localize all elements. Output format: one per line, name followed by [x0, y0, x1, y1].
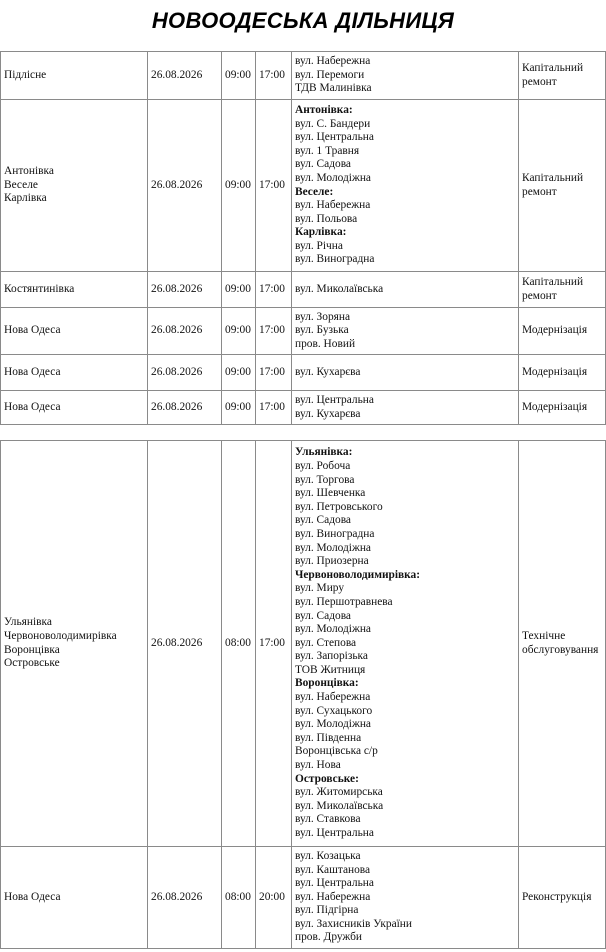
schedule-table-bottom	[0, 440, 606, 949]
street-item: вул. Молодіжна	[295, 718, 371, 731]
street-item: вул. Миру	[295, 582, 345, 595]
street-item: вул. Підгірна	[295, 904, 359, 917]
streets-cell	[292, 441, 519, 847]
settlement-cell	[1, 100, 148, 272]
settlement-name: Ульянівка	[4, 616, 52, 629]
table-row	[1, 100, 606, 272]
village-heading: Воронцівка:	[295, 677, 359, 690]
village-heading: Антонівка:	[295, 103, 353, 116]
street-item: вул. Житомирська	[295, 786, 383, 799]
street-item: вул. Садова	[295, 514, 351, 527]
street-item: вул. Південна	[295, 731, 362, 744]
street-item: вул. Степова	[295, 636, 357, 649]
settlement-name: Нова Одеса	[4, 890, 61, 903]
village-heading: Островське:	[295, 772, 359, 785]
settlement-cell	[1, 308, 148, 355]
street-item: вул. Сухацького	[295, 704, 373, 717]
page-title: НОВООДЕСЬКА ДІЛЬНИЦЯ	[151, 8, 455, 33]
street-item: вул. Набережна	[295, 55, 371, 68]
work-type-text: Капітальний	[522, 171, 584, 184]
street-item: вул. Приозерна	[295, 555, 369, 568]
street-item: вул. Набережна	[295, 199, 371, 212]
table-row	[1, 52, 606, 100]
end-time-cell: 20:00	[256, 847, 292, 949]
work-type-text: Капітальний	[522, 61, 584, 74]
streets-cell	[292, 100, 519, 272]
settlement-name: Підлісне	[4, 68, 47, 81]
settlement-cell	[1, 441, 148, 847]
street-item: вул. Виноградна	[295, 253, 375, 266]
work-type-cell	[519, 847, 606, 949]
work-type-text: Модернізація	[522, 365, 588, 378]
street-item: пров. Дружби	[295, 931, 363, 944]
street-item: вул. Молодіжна	[295, 623, 371, 636]
street-item: вул. Каштанова	[295, 863, 371, 876]
street-item: вул. Петровського	[295, 500, 383, 513]
street-item: вул. Центральна	[295, 131, 374, 144]
village-heading: Карлівка:	[295, 226, 347, 239]
work-type-cell	[519, 355, 606, 391]
street-item: вул. Запорізька	[295, 650, 368, 663]
settlement-name: Нова Одеса	[4, 400, 61, 413]
street-item: вул. 1 Травня	[295, 144, 360, 157]
settlement-cell	[1, 391, 148, 425]
street-item: вул. Першотравнева	[295, 595, 393, 608]
date-cell: 26.08.2026	[148, 272, 222, 308]
work-type-text: обслуговування	[522, 643, 599, 656]
date-cell: 26.08.2026	[148, 847, 222, 949]
work-type-cell	[519, 391, 606, 425]
settlement-name: Веселе	[4, 178, 38, 191]
table-row	[1, 272, 606, 308]
settlement-name: Воронцівка	[4, 643, 60, 656]
street-item: вул. Набережна	[295, 691, 371, 704]
street-item: вул. Набережна	[295, 890, 371, 903]
street-item: вул. Центральна	[295, 877, 374, 890]
street-item: вул. Перемоги	[295, 68, 365, 81]
street-item: вул. Козацька	[295, 849, 361, 862]
streets-cell	[292, 272, 519, 308]
date-cell: 26.08.2026	[148, 52, 222, 100]
settlement-cell	[1, 52, 148, 100]
start-time-cell: 09:00	[222, 355, 256, 391]
street-item: вул. Торгова	[295, 473, 355, 486]
street-item: вул. Кухарєва	[295, 407, 361, 420]
street-item: вул. Річна	[295, 239, 343, 252]
settlement-cell	[1, 272, 148, 308]
village-heading: Червоноволодимирівка:	[295, 568, 421, 581]
street-item: ТДВ Малинівка	[295, 82, 372, 95]
end-time-cell: 17:00	[256, 391, 292, 425]
date-cell: 26.08.2026	[148, 355, 222, 391]
street-item: вул. Центральна	[295, 827, 374, 840]
work-type-text: Модернізація	[522, 400, 588, 413]
street-item: ТОВ Житниця	[295, 663, 366, 676]
settlement-name: Червоноволодимирівка	[4, 629, 117, 642]
end-time-cell: 17:00	[256, 52, 292, 100]
settlement-name: Нова Одеса	[4, 324, 61, 337]
start-time-cell: 08:00	[222, 847, 256, 949]
street-item: вул. Центральна	[295, 393, 374, 406]
end-time-cell: 17:00	[256, 355, 292, 391]
street-item: вул. Шевченка	[295, 487, 366, 500]
work-type-text: Модернізація	[522, 324, 588, 337]
end-time-cell: 17:00	[256, 441, 292, 847]
table-row	[1, 391, 606, 425]
settlement-name: Нова Одеса	[4, 365, 61, 378]
street-item: вул. Захисників України	[295, 917, 412, 930]
settlement-name: Костянтинівка	[4, 282, 75, 295]
start-time-cell: 08:00	[222, 441, 256, 847]
settlement-cell	[1, 847, 148, 949]
street-item: вул. Миколаївська	[295, 282, 384, 295]
street-item: вул. Молодіжна	[295, 541, 371, 554]
work-type-text: Технічне	[522, 629, 566, 642]
street-item: вул. Робоча	[295, 459, 351, 472]
table-row	[1, 308, 606, 355]
start-time-cell: 09:00	[222, 308, 256, 355]
streets-cell	[292, 355, 519, 391]
work-type-text: Реконструкція	[522, 890, 592, 903]
settlement-name: Островське	[4, 657, 60, 670]
work-type-text: ремонт	[522, 289, 557, 302]
streets-cell	[292, 52, 519, 100]
date-cell: 26.08.2026	[148, 100, 222, 272]
street-item: пров. Новий	[295, 337, 356, 350]
schedule-table-top	[0, 51, 606, 425]
streets-cell	[292, 308, 519, 355]
date-cell: 26.08.2026	[148, 441, 222, 847]
streets-cell	[292, 391, 519, 425]
work-type-text: Капітальний	[522, 275, 584, 288]
street-item: вул. Молодіжна	[295, 171, 371, 184]
date-cell: 26.08.2026	[148, 308, 222, 355]
work-type-text: ремонт	[522, 185, 557, 198]
street-item: вул. Польова	[295, 212, 358, 225]
work-type-cell	[519, 100, 606, 272]
end-time-cell: 17:00	[256, 272, 292, 308]
street-item: вул. Бузька	[295, 324, 349, 337]
settlement-name: Карлівка	[4, 192, 47, 205]
street-item: вул. Кухарєва	[295, 365, 361, 378]
streets-cell	[292, 847, 519, 949]
end-time-cell: 17:00	[256, 308, 292, 355]
table-row	[1, 441, 606, 847]
street-item: вул. Садова	[295, 609, 351, 622]
street-item: вул. Виноградна	[295, 527, 375, 540]
settlement-name: Антонівка	[4, 165, 54, 178]
start-time-cell: 09:00	[222, 52, 256, 100]
settlement-cell	[1, 355, 148, 391]
street-item: Воронцівська с/р	[295, 745, 378, 758]
start-time-cell: 09:00	[222, 391, 256, 425]
street-item: вул. Миколаївська	[295, 799, 384, 812]
street-item: вул. Зоряна	[295, 310, 351, 323]
start-time-cell: 09:00	[222, 272, 256, 308]
end-time-cell: 17:00	[256, 100, 292, 272]
work-type-cell	[519, 52, 606, 100]
start-time-cell: 09:00	[222, 100, 256, 272]
village-heading: Ульянівка:	[295, 446, 353, 459]
work-type-cell	[519, 441, 606, 847]
date-cell: 26.08.2026	[148, 391, 222, 425]
table-row	[1, 355, 606, 391]
table-row	[1, 847, 606, 949]
work-type-cell	[519, 308, 606, 355]
street-item: вул. Нова	[295, 759, 341, 772]
work-type-cell	[519, 272, 606, 308]
street-item: вул. Ставкова	[295, 813, 361, 826]
work-type-text: ремонт	[522, 75, 557, 88]
street-item: вул. Садова	[295, 158, 351, 171]
village-heading: Веселе:	[295, 185, 334, 198]
street-item: вул. С. Бандери	[295, 117, 371, 130]
